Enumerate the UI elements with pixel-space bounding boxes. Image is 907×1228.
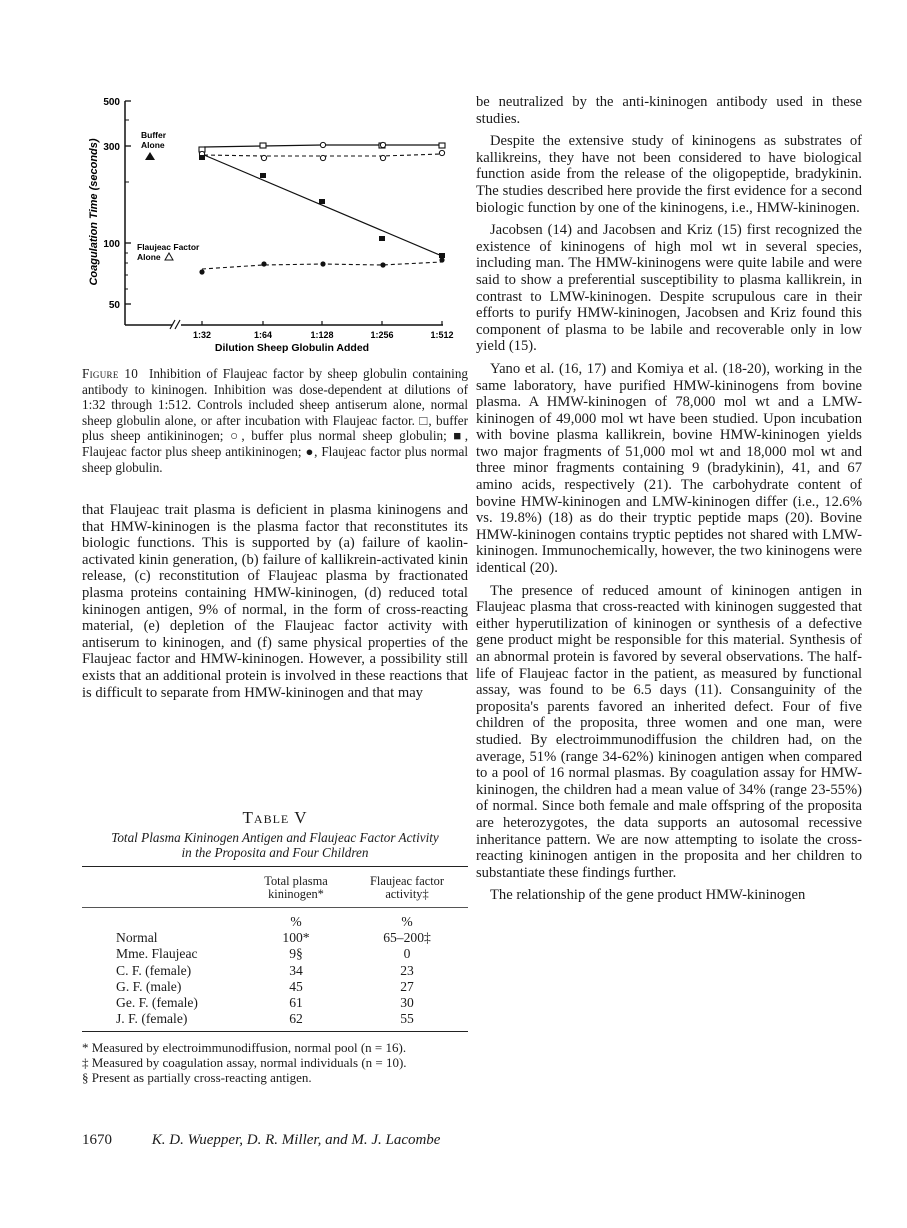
x-axis-label: Dilution Sheep Globulin Added xyxy=(214,342,370,354)
flaujeac-alone-label-2: Alone xyxy=(137,252,161,262)
filled-square-marker xyxy=(379,236,385,241)
table-subtitle-line-1: Total Plasma Kininogen Antigen and Flaujeac Factor Activity xyxy=(111,830,439,845)
table-row: C. F. (female) 34 23 xyxy=(116,962,414,978)
table-row: J. F. (female) 62 55 xyxy=(116,1011,414,1027)
filled-circle-marker xyxy=(320,261,325,266)
filled-square-marker xyxy=(439,253,445,258)
xtick-1-256: 1:256 xyxy=(370,330,394,340)
filled-square-marker xyxy=(260,173,266,178)
left-paragraph: that Flaujeac trait plasma is deficient in plasma kininogens and that HMW-kininogen is the plasma factor that reconstitutes its biologic functions. This is supported by (a) failure of kaolin-activated kinin generation, (b) failure of kallikrein-activated kinin release, (c) reconstitution of Flaujeac plasma by fractionated plasma proteins containing HMW-kininogen, (d) reduced total kininogen antigen, 9% of normal, in the form of cross-reacting material, (e) depletion of the Flaujeac factor activity with antiserum to kininogen, and (f) same physical properties of the Flaujeac factor and HMW-kininogen. However, a possibility still exists that an additional protein is involved in these reactions that is difficult to separate from HMW-kininogen and that may xyxy=(82,502,468,701)
right-paragraph-6: The relationship of the gene product HMW-kininogen xyxy=(490,887,806,904)
table-v xyxy=(82,808,468,1085)
y-axis-label: Coagulation Time (seconds) xyxy=(88,138,100,286)
figure-label: Figure 10 xyxy=(82,366,139,381)
ytick-100: 100 xyxy=(103,239,120,250)
open-circle-marker xyxy=(380,155,385,160)
buffer-alone-label-2: Alone xyxy=(141,140,165,150)
figure-caption xyxy=(82,366,468,475)
right-paragraph-3: Jacobsen (14) and Jacobsen and Kriz (15) first recognized the existence of kininogens of high mol wt in several species, including man. The HMW-kininogens were quite labile and were said to show a preferential susceptibility to plasma kallikrein, in contrast to LMW-kininogen. Despite scrupulous care in their efforts to purify HMW-kininogen, Jacobsen and Kriz found this component of plasma to be labile and recoverable only in low yield (15). xyxy=(476,222,862,355)
open-circle-marker xyxy=(439,150,444,155)
ytick-500: 500 xyxy=(103,97,120,108)
table-row: Ge. F. (female) 61 30 xyxy=(116,995,414,1011)
filled-circle-marker xyxy=(380,262,385,267)
figure-10-chart xyxy=(82,88,467,358)
filled-circle-marker xyxy=(439,257,444,262)
open-circle-marker xyxy=(261,155,266,160)
table-title: Table V xyxy=(242,808,308,827)
filled-square-marker xyxy=(199,155,205,160)
footnote-section: § Present as partially cross-reacting antigen. xyxy=(82,1070,312,1086)
units-row: % % xyxy=(290,914,413,929)
table-row: Mme. Flaujeac 9§ 0 xyxy=(116,946,411,962)
header-flaujeac-factor-activity: Flaujeac factor activity‡ xyxy=(370,874,444,901)
figure-caption-text: Inhibition of Flaujeac factor by sheep globulin containing antibody to kininogen. Inhibition was dose-dependent at dilutions of 1:32 through 1:512. Controls included sheep antiserum alone, normal sheep globulin alone, or after incubation with Flaujeac factor. □, buffer plus sheep antikininogen; ○, buffer plus normal sheep globulin; ■, Flaujeac factor plus sheep antikininogen; ●, Flaujeac factor plus normal sheep globulin. xyxy=(82,366,469,475)
filled-triangle-icon xyxy=(145,152,155,160)
header-blank xyxy=(82,867,246,908)
filled-circle-marker xyxy=(261,261,266,266)
right-paragraph-4: Yano et al. (16, 17) and Komiya et al. (18-20), working in the same laboratory, have purified HMW-kininogens from bovine plasma. A HMW-kininogen of 78,000 mol wt and a LMW-kininogen of 49,000 mol wt have been studied. Upon incubation with bovine plasma kallikrein, bovine HMW-kininogen yields two major fragments of 51,000 mol wt and 18,000 mol wt and three minor fragments containing 9 (bradykinin), 41, and 67 amino acids, respectively (21). The carbohydrate content of bovine HMW-kininogen and LMW-kininogen differ (i.e., 12.6% vs. 19.8%) (18) as do their tryptic peptide maps (20). Bovine HMW-kininogen contains tryptic peptides not shared with LMW-kininogen. Immunochemically, however, the two kininogens were identical (20). xyxy=(476,360,862,577)
buffer-alone-label-1: Buffer xyxy=(141,130,167,140)
open-circle-marker xyxy=(380,142,385,147)
page-footer xyxy=(82,1132,440,1149)
flaujeac-alone-label-1: Flaujeac Factor xyxy=(137,242,200,252)
xtick-1-128: 1:128 xyxy=(310,330,334,340)
xtick-1-64: 1:64 xyxy=(253,330,273,340)
open-triangle-icon xyxy=(165,253,173,260)
table-footnotes xyxy=(82,1040,468,1085)
open-square-marker xyxy=(260,143,266,148)
footnote-double-dagger: ‡ Measured by coagulation assay, normal individuals (n = 10). xyxy=(82,1055,407,1071)
table-row: Normal 100* 65–200‡ xyxy=(116,930,431,946)
table-row: G. F. (male) 45 27 xyxy=(116,978,414,994)
open-circle-marker xyxy=(320,142,325,147)
table-subtitle-line-2: in the Proposita and Four Children xyxy=(181,845,369,860)
page-number: 1670 xyxy=(82,1132,112,1148)
open-circle-marker xyxy=(320,155,325,160)
ytick-50: 50 xyxy=(108,300,120,311)
running-authors: K. D. Wuepper, D. R. Miller, and M. J. Lacombe xyxy=(151,1132,441,1148)
left-column-body xyxy=(82,502,468,701)
xtick-1-512: 1:512 xyxy=(430,330,454,340)
header-total-plasma-kininogen: Total plasma kininogen* xyxy=(264,874,328,901)
filled-circle-marker xyxy=(199,269,204,274)
open-square-marker xyxy=(439,143,445,148)
xtick-1-32: 1:32 xyxy=(192,330,212,340)
filled-square-marker xyxy=(319,199,325,204)
right-paragraph-2: Despite the extensive study of kininogens as substrates of kallikreins, they have not been considered to have biological function aside from the release of the oligopeptide, bradykinin. The studies described here provide the first evidence for a second biologic function by one of the kininogens, i.e., HMW-kininogen. xyxy=(476,133,862,216)
footnote-asterisk: * Measured by electroimmunodiffusion, normal pool (n = 16). xyxy=(82,1040,407,1056)
ytick-300: 300 xyxy=(103,142,120,153)
right-paragraph-5: The presence of reduced amount of kininogen antigen in Flaujeac plasma that cross-reacted with kininogen suggested that either hyperutilization of kininogen or synthesis of a defective gene product might be responsible for this material. Synthesis of an abnormal protein is favored by several observations. The half-life of Flaujeac factor in the patient, as measured by functional assay, was found to be 6.5 days (11). Consanguinity of the proposita's parents favored an inherited defect. Four of five children of the proposita, three women and one man, were studied. By electroimmunodiffusion the children had, on the average, 51% (range 34-62%) kininogen antigen when compared to a pool of 16 normal plasmas. By coagulation assay for HMW-kininogen, the children had a mean value of 34% (range 23-55%) of normal. Since both female and male offspring of the proposita are heterozygotes, the data supports an autosomal recessive inheritance pattern. We are now attempting to isolate the cross-reacting kininogen antigen in the proposita and her children to substantiate these findings further. xyxy=(476,582,862,881)
right-paragraph-1: be neutralized by the anti-kininogen antibody used in these studies. xyxy=(476,94,862,127)
data-table xyxy=(82,866,468,1032)
right-column-body xyxy=(476,94,862,904)
